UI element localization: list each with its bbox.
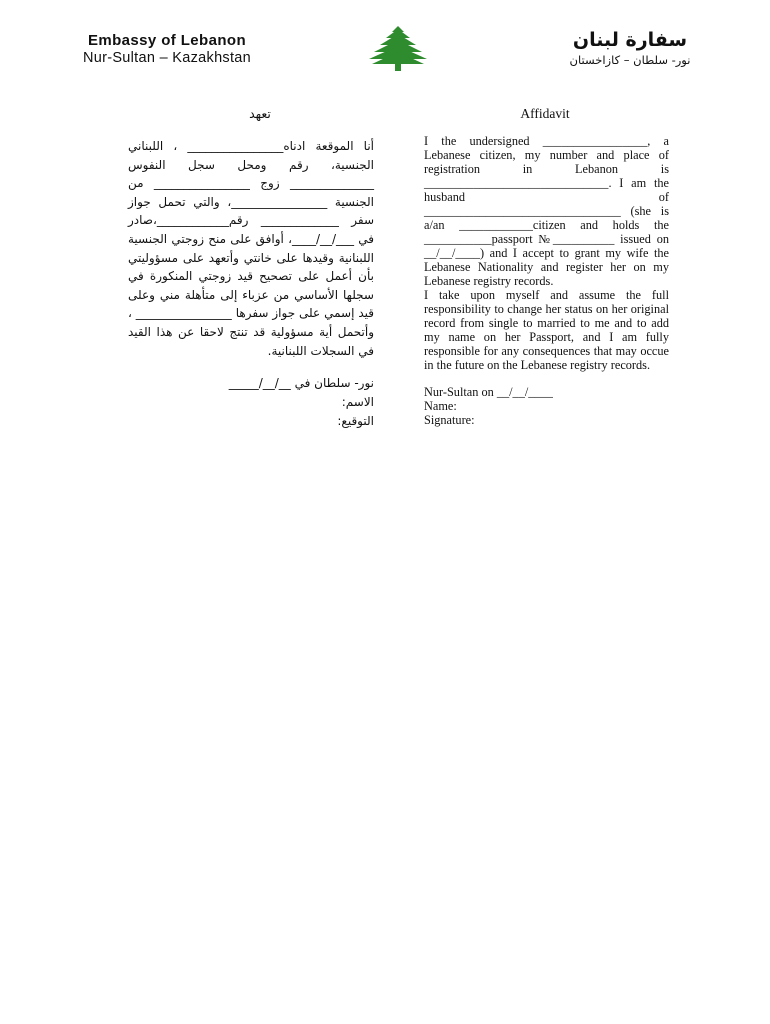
english-signature-block	[424, 385, 669, 427]
english-body-responsibility: I take upon myself and assume the full responsibility to change her status on her original record from single to married to me and to add my name on her Passport, and I am fully responsible for any consequences that may occue in the future on the Lebanese registry records.	[424, 288, 669, 372]
header-left	[62, 32, 272, 67]
english-name-label: Name:	[424, 399, 457, 413]
english-signature-label: Signature:	[424, 413, 475, 427]
cedar-tree-icon	[366, 24, 430, 72]
arabic-date-line: نور- سلطان في __/__/_____	[228, 376, 374, 391]
embassy-name-en: Embassy of Lebanon	[87, 32, 247, 49]
header-right	[540, 28, 720, 68]
embassy-name-ar: سفارة لبنان	[572, 29, 688, 51]
arabic-body: أنا الموقعة ادناه________________ ، اللبناني الجنسية، رقم ومحل سجل النفوس ______________ زوج ________________ من الجنسية ________________، والتي تحمل جواز سفر _____________ رقم____________،صادر في ___/__/____، أوافق على منح زوجتي الجنسية اللبنانية وقيدها على خانتي وأتعهد على مسؤوليتي بأن أعمل على تصحيح قيد زوجتي المنكورة في سجلها الأساسي من عزباء إلى متأهلة مني وعلى قيد إسمي على جواز سفرها ________________ ، وأتحمل أية مسؤولية قد تنتج لاحقا عن هذا القيد في السجلات اللبنانية.	[128, 139, 374, 358]
embassy-location-en: Nur-Sultan – Kazakhstan	[82, 50, 252, 66]
arabic-signature-label: التوقيع:	[337, 414, 374, 429]
english-column	[424, 134, 669, 427]
title-arabic: تعهد	[249, 106, 271, 121]
title-english: Affidavit	[520, 106, 570, 121]
arabic-column	[128, 137, 374, 431]
english-body: I the undersigned _________________, a Lebanese citizen, my number and place of registration in Lebanon is ______________________________. I am the husband of ________________________________ (she is a/an ____________citizen and holds the ___________passport №__________ issued on __/__/____) and I accept to grant my wife the Lebanese Nationality and register her on my Lebanese registry records.	[424, 134, 669, 288]
embassy-location-ar: نور- سلطان – كازاخستان	[569, 53, 691, 67]
arabic-name-label: الاسم:	[341, 395, 374, 410]
arabic-signature-block	[128, 374, 374, 431]
english-date-line: Nur-Sultan on __/__/____	[424, 385, 553, 399]
